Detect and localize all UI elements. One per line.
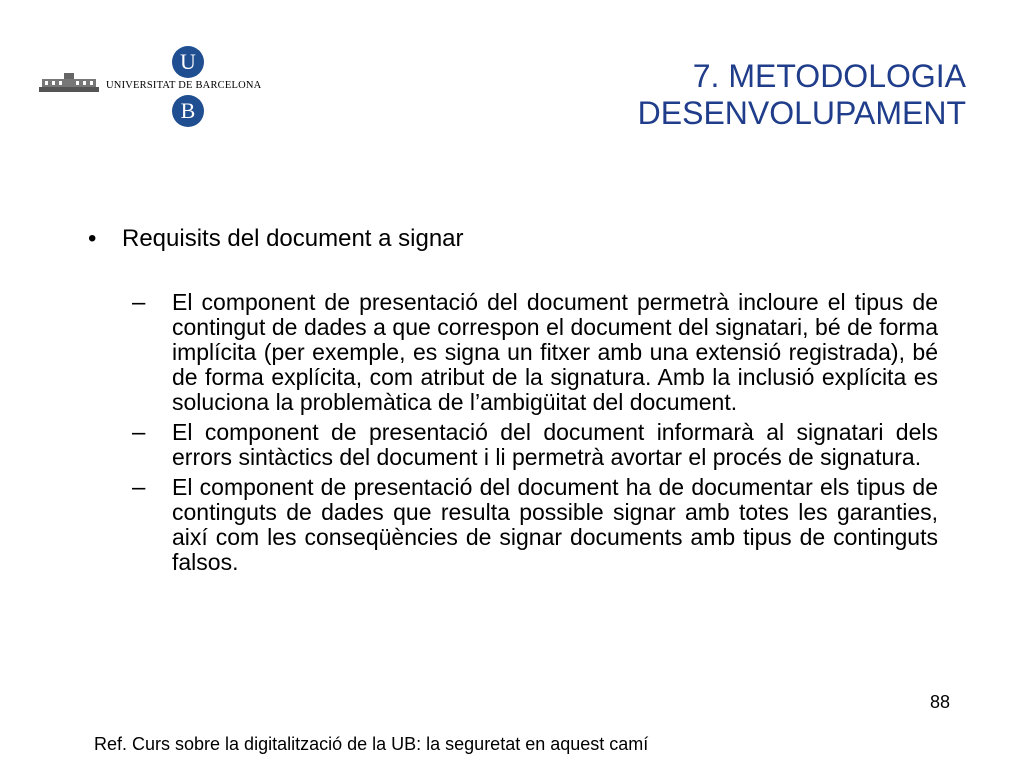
sub-bullet-list <box>132 290 938 580</box>
university-building-icon <box>38 71 100 93</box>
university-name: UNIVERSITAT DE BARCELONA <box>106 80 262 91</box>
seal-u-icon: U <box>172 46 204 78</box>
slide-title-line-2: DESENVOLUPAMENT <box>637 95 966 131</box>
sub-bullet-text: El component de presentació del document informarà al signatari dels errors sintàctics del document i li permetrà avortar el procés de signatura. <box>172 419 938 470</box>
page-number: 88 <box>929 692 950 712</box>
slide-title-line-1: 7. METODOLOGIA <box>692 58 966 94</box>
bullet-icon: • <box>88 225 97 252</box>
dash-icon: – <box>132 419 146 446</box>
university-logo <box>38 46 278 130</box>
sub-bullet-item <box>132 290 938 415</box>
main-bullet-text: Requisits del document a signar <box>122 225 464 252</box>
sub-bullet-item <box>132 420 938 470</box>
dash-icon: – <box>132 289 146 316</box>
sub-bullet-text: El component de presentació del document ha de documentar els tipus de continguts de dades que resulta possible signar amb totes les garanties, així com les conseqüències de signar documents amb tipus de continguts falsos. <box>172 474 938 575</box>
dash-icon: – <box>132 474 146 501</box>
reference-footer: Ref. Curs sobre la digitalització de la UB: la seguretat en aquest camí <box>94 734 649 754</box>
sub-bullet-text: El component de presentació del document permetrà incloure el tipus de contingut de dades a que correspon el document del signatari, bé de forma implícita (per exemple, es signa un fitxer amb una extensió registrada), bé de forma explícita, com atribut de la signatura. Amb la inclusió explícita es soluciona la problemàtica de l’ambigüitat del document. <box>172 289 938 415</box>
slide-title <box>638 58 966 132</box>
seal-b-icon: B <box>172 95 204 127</box>
sub-bullet-item <box>132 475 938 575</box>
main-bullet <box>88 223 464 255</box>
